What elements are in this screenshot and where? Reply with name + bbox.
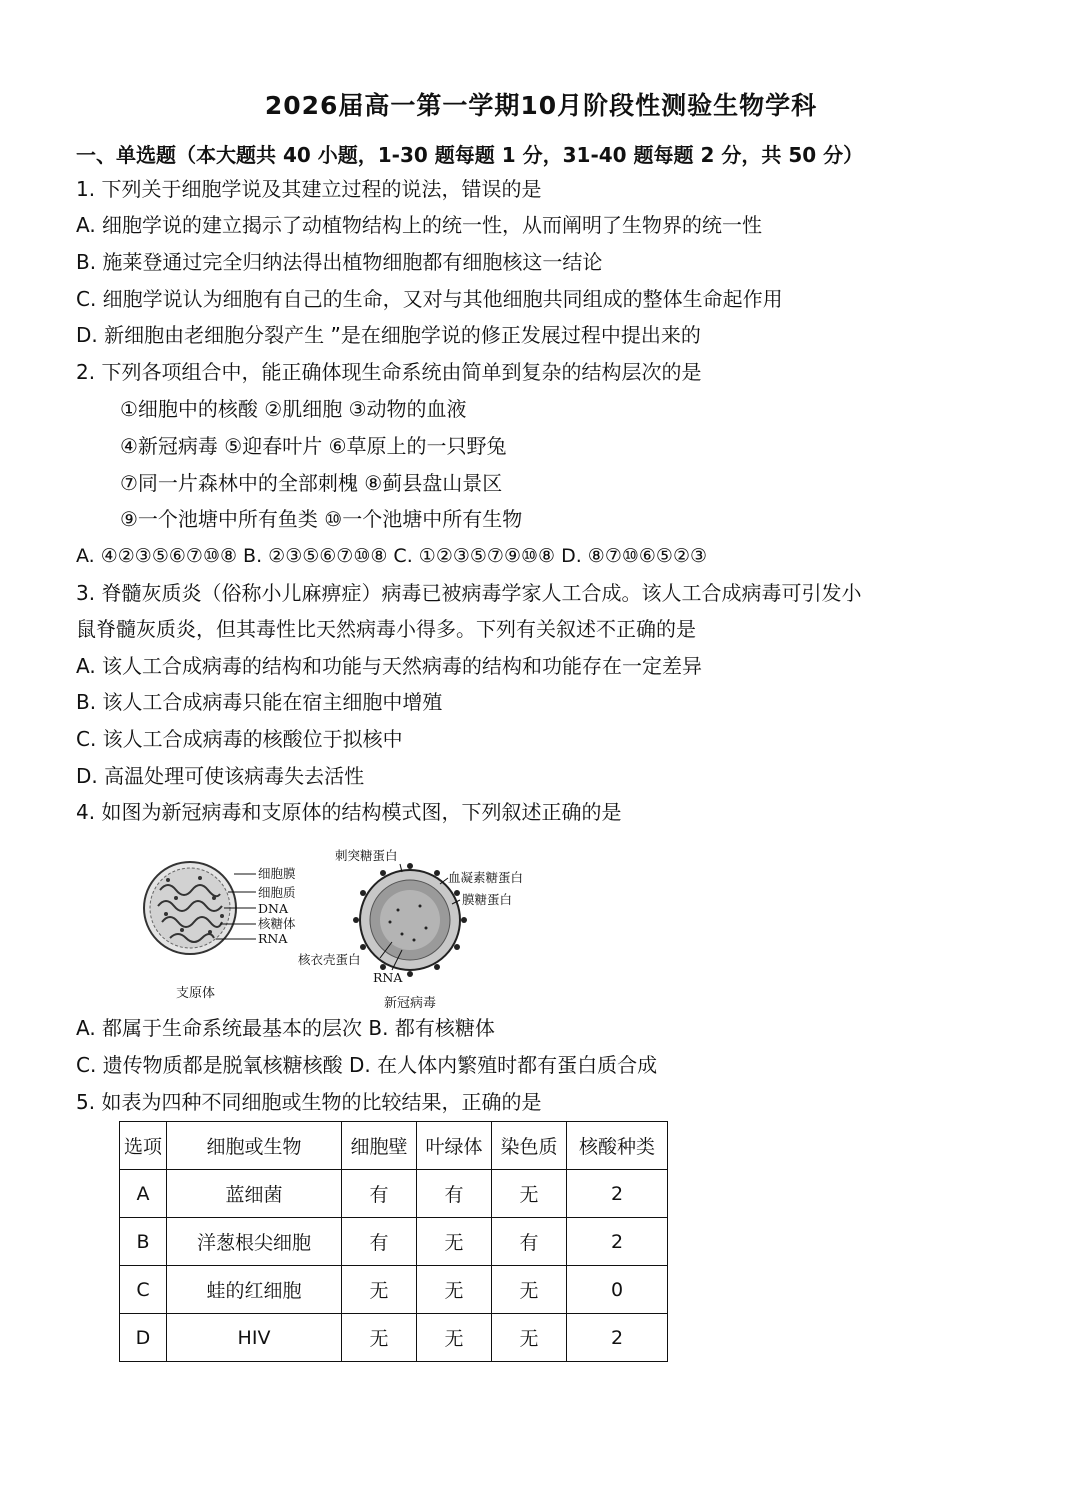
q3-option-a: A. 该人工合成病毒的结构和功能与天然病毒的结构和功能存在一定差异 [76, 654, 703, 678]
table-cell: 无 [492, 1170, 567, 1218]
label-ribosome: 核糖体 [258, 916, 296, 931]
table-cell: 蓝细菌 [167, 1170, 342, 1218]
table-cell: A [120, 1170, 167, 1218]
label-rna: RNA [258, 931, 288, 946]
label-cell-membrane: 细胞膜 [258, 866, 296, 881]
caption-mycoplasma: 支原体 [176, 986, 216, 1001]
table-header-row [120, 1122, 668, 1170]
q2-item-row: ①细胞中的核酸 ②肌细胞 ③动物的血液 [120, 397, 467, 421]
q3-option-d: D. 高温处理可使该病毒失去活性 [76, 764, 365, 788]
label-virus-rna: RNA [373, 970, 403, 985]
table-header-cell: 叶绿体 [417, 1122, 492, 1170]
q4-options-ab: A. 都属于生命系统最基本的层次 B. 都有核糖体 [76, 1016, 495, 1040]
comparison-table [119, 1121, 668, 1362]
table-cell: HIV [167, 1314, 342, 1362]
table-row [120, 1170, 668, 1218]
table-cell: 无 [342, 1266, 417, 1314]
table-row [120, 1266, 668, 1314]
q1-option-c: C. 细胞学说认为细胞有自己的生命，又对与其他细胞共同组成的整体生命起作用 [76, 287, 783, 311]
table-cell: 有 [342, 1170, 417, 1218]
q3-stem-cont: 鼠脊髓灰质炎，但其毒性比天然病毒小得多。下列有关叙述不正确的是 [76, 617, 696, 641]
table-header-cell: 细胞壁 [342, 1122, 417, 1170]
table-header-cell: 染色质 [492, 1122, 567, 1170]
table-cell: C [120, 1266, 167, 1314]
label-nucleocapsid: 核衣壳蛋白 [298, 952, 361, 967]
table-cell: 无 [417, 1266, 492, 1314]
label-membrane-glycoprotein: 膜糖蛋白 [462, 892, 513, 907]
label-hemagglutinin: 血凝素糖蛋白 [448, 870, 524, 885]
table-cell: 0 [567, 1266, 668, 1314]
virus-diagram [298, 848, 523, 1011]
q2-stem: 2. 下列各项组合中，能正确体现生命系统由简单到复杂的结构层次的是 [76, 360, 702, 384]
table-cell: 无 [417, 1314, 492, 1362]
page-title: 2026届高一第一学期10月阶段性测验生物学科 [264, 91, 818, 120]
table-header-cell: 选项 [120, 1122, 167, 1170]
section-heading: 一、单选题（本大题共 40 小题，1-30 题每题 1 分，31-40 题每题 2 分，共 50 分） [76, 143, 864, 167]
table-cell: 2 [567, 1218, 668, 1266]
q3-stem: 3. 脊髓灰质炎（俗称小儿麻痹症）病毒已被病毒学家人工合成。该人工合成病毒可引发小 [76, 581, 862, 605]
q1-stem: 1. 下列关于细胞学说及其建立过程的说法，错误的是 [76, 177, 542, 201]
table-header-cell: 核酸种类 [567, 1122, 668, 1170]
table-cell: 2 [567, 1170, 668, 1218]
q1-option-d: D. 新细胞由老细胞分裂产生 ”是在细胞学说的修正发展过程中提出来的 [76, 323, 701, 347]
table-cell: B [120, 1218, 167, 1266]
q3-option-c: C. 该人工合成病毒的核酸位于拟核中 [76, 727, 403, 751]
mycoplasma-diagram [144, 862, 296, 1001]
label-dna: DNA [258, 901, 288, 916]
q2-item-row: ⑨一个池塘中所有鱼类 ⑩一个池塘中所有生物 [120, 507, 523, 531]
label-spike: 刺突糖蛋白 [335, 848, 398, 863]
table-header-cell: 细胞或生物 [167, 1122, 342, 1170]
table-cell: 无 [492, 1314, 567, 1362]
q5-stem: 5. 如表为四种不同细胞或生物的比较结果，正确的是 [76, 1090, 542, 1114]
q2-item-row: ④新冠病毒 ⑤迎春叶片 ⑥草原上的一只野兔 [120, 434, 507, 458]
q4-options-cd: C. 遗传物质都是脱氧核糖核酸 D. 在人体内繁殖时都有蛋白质合成 [76, 1053, 658, 1077]
table-cell: 有 [342, 1218, 417, 1266]
table-cell: 2 [567, 1314, 668, 1362]
label-cytoplasm: 细胞质 [258, 885, 296, 900]
q1-option-a: A. 细胞学说的建立揭示了动植物结构上的统一性，从而阐明了生物界的统一性 [76, 213, 763, 237]
table-cell: 有 [417, 1170, 492, 1218]
table-cell: 洋葱根尖细胞 [167, 1218, 342, 1266]
q3-option-b: B. 该人工合成病毒只能在宿主细胞中增殖 [76, 690, 443, 714]
table-cell: 蛙的红细胞 [167, 1266, 342, 1314]
q2-options: A. ④②③⑤⑥⑦⑩⑧ B. ②③⑤⑥⑦⑩⑧ C. ①②③⑤⑦⑨⑩⑧ D. ⑧⑦⑩⑥⑤②③ [76, 545, 708, 567]
table-cell: 有 [492, 1218, 567, 1266]
table-cell: 无 [417, 1218, 492, 1266]
q2-item-row: ⑦同一片森林中的全部刺槐 ⑧蓟县盘山景区 [120, 471, 503, 495]
q1-option-b: B. 施莱登通过完全归纳法得出植物细胞都有细胞核这一结论 [76, 250, 603, 274]
table-row [120, 1314, 668, 1362]
structure-figure [130, 840, 560, 1015]
table-cell: 无 [492, 1266, 567, 1314]
table-row [120, 1218, 668, 1266]
table-cell: 无 [342, 1314, 417, 1362]
caption-virus: 新冠病毒 [384, 996, 437, 1011]
table-cell: D [120, 1314, 167, 1362]
q4-stem: 4. 如图为新冠病毒和支原体的结构模式图，下列叙述正确的是 [76, 800, 622, 824]
